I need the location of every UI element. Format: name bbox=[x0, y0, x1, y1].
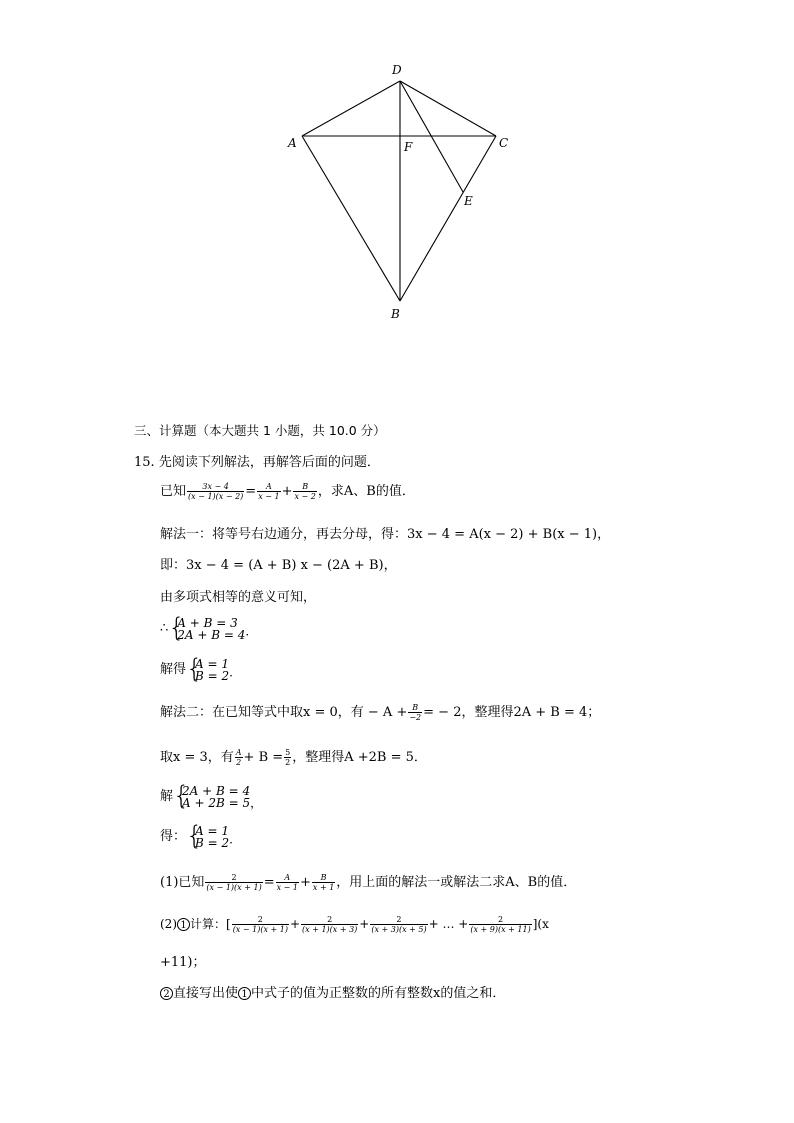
q1-a-fraction: $\frac{A}{x - 1}$ bbox=[276, 873, 298, 892]
method2-system3: 解 { 2A + B = 4 A + 2B = 5， bbox=[160, 781, 263, 811]
circled-number-2: 2 bbox=[160, 987, 173, 1000]
method1-line1: 解法一：将等号右边通分，再去分母，得：3x − 4 = A(x − 2) + B(x − 1)， bbox=[160, 527, 611, 542]
label-A: A bbox=[288, 136, 297, 150]
kite-figure bbox=[280, 55, 520, 325]
question2-line2: +11)； bbox=[160, 955, 206, 970]
method1-system2: 解得 { A = 1 B = 2· bbox=[160, 654, 233, 684]
question2-line1: (2) 1 计算：[ $\frac{2}{(x - 1)(x + 1)}$ + $\frac{2}{(x + 1)(x + 3)}$ + $\frac{2}{(x + 3)(x + 5)}$ + … + $\frac{2}{(x + 9)(x + 11)}$ ](x bbox=[160, 915, 549, 934]
method2-line2: 取x = 3，有 $\frac{A}{2}$ + B = $\frac{5}{2}$ ，整理得A +2B = 5． bbox=[160, 748, 427, 767]
system4-row1: A = 1 bbox=[195, 824, 229, 838]
system3-row1: 2A + B = 4 bbox=[182, 784, 251, 798]
q2-term3: $\frac{2}{(x + 3)(x + 5)}$ bbox=[371, 915, 427, 934]
solve-prefix: 解得 bbox=[160, 662, 187, 677]
label-C: C bbox=[499, 136, 509, 150]
system2-row2: B = 2· bbox=[195, 669, 233, 683]
label-F: F bbox=[404, 140, 413, 154]
method2-fraction-a: $\frac{A}{2}$ bbox=[235, 748, 242, 767]
equals-sign: = bbox=[245, 484, 257, 499]
question1: (1)已知 $\frac{2}{(x - 1)(x + 1)}$ = $\frac{A}{x - 1}$ + $\frac{B}{x + 1}$ ，用上面的解法一或解法二求A、B的值． bbox=[160, 873, 577, 892]
q2-term4: $\frac{2}{(x + 9)(x + 11)}$ bbox=[470, 915, 531, 934]
label-D: D bbox=[392, 63, 402, 77]
given-lhs-fraction: $\frac{3x - 4}{(x - 1)(x - 2)}$ bbox=[188, 482, 244, 501]
section-heading: 三、计算题（本大题共 1 小题，共 10.0 分） bbox=[134, 423, 386, 438]
system3-row2: A + 2B = 5， bbox=[182, 796, 263, 810]
circled-number-1: 1 bbox=[177, 918, 190, 931]
system1-row1: A + B = 3 bbox=[177, 616, 238, 630]
method2-fraction-b: $\frac{B}{-2}$ bbox=[409, 703, 422, 722]
therefore-symbol: ∴ bbox=[160, 621, 169, 636]
method2-line1: 解法二：在已知等式中取x = 0，有 − A + $\frac{B}{-2}$ = − 2，整理得2A + B = 4； bbox=[160, 703, 601, 722]
method2-system4: 得： { A = 1 B = 2· bbox=[160, 821, 233, 851]
method1-system1: ∴ { A + B = 3 2A + B = 4· bbox=[160, 613, 250, 643]
problem-intro bbox=[134, 455, 380, 471]
method1-line3: 由多项式相等的意义可知， bbox=[160, 590, 317, 605]
method2-fraction-5: $\frac{5}{2}$ bbox=[285, 748, 291, 767]
solve-prefix-2: 解 bbox=[160, 789, 174, 804]
given-equation bbox=[160, 482, 415, 501]
system2-row1: A = 1 bbox=[195, 657, 229, 671]
given-a-fraction: $\frac{A}{x - 1}$ bbox=[258, 482, 280, 501]
segment-DC bbox=[400, 81, 496, 136]
problem-intro-text: 先阅读下列解法，再解答后面的问题． bbox=[158, 455, 380, 470]
question2-line3: 2 直接写出使 1 中式子的值为正整数的所有整数x的值之和． bbox=[160, 986, 505, 1002]
system4-row2: B = 2· bbox=[195, 836, 233, 850]
q2-term2: $\frac{2}{(x + 1)(x + 3)}$ bbox=[302, 915, 358, 934]
q1-lhs-fraction: $\frac{2}{(x - 1)(x + 1)}$ bbox=[206, 873, 262, 892]
method1-line2: 即：3x − 4 = (A + B) x − (2A + B)， bbox=[160, 558, 397, 573]
segment-CB bbox=[400, 136, 496, 301]
segment-AB bbox=[302, 136, 400, 301]
plus-sign: + bbox=[281, 484, 293, 499]
given-b-fraction: $\frac{B}{x - 2}$ bbox=[294, 482, 316, 501]
get-prefix: 得： bbox=[160, 829, 187, 844]
label-E: E bbox=[464, 194, 473, 208]
q2-term1: $\frac{2}{(x - 1)(x + 1)}$ bbox=[232, 915, 288, 934]
q1-b-fraction: $\frac{B}{x + 1}$ bbox=[312, 873, 335, 892]
circled-number-1b: 1 bbox=[238, 987, 251, 1000]
given-prefix: 已知 bbox=[160, 484, 187, 499]
problem-number: 15. bbox=[134, 455, 155, 470]
given-suffix: ，求A、B的值． bbox=[317, 484, 415, 499]
system1-row2: 2A + B = 4· bbox=[177, 628, 250, 642]
label-B: B bbox=[391, 307, 400, 321]
segment-DA bbox=[302, 81, 400, 136]
